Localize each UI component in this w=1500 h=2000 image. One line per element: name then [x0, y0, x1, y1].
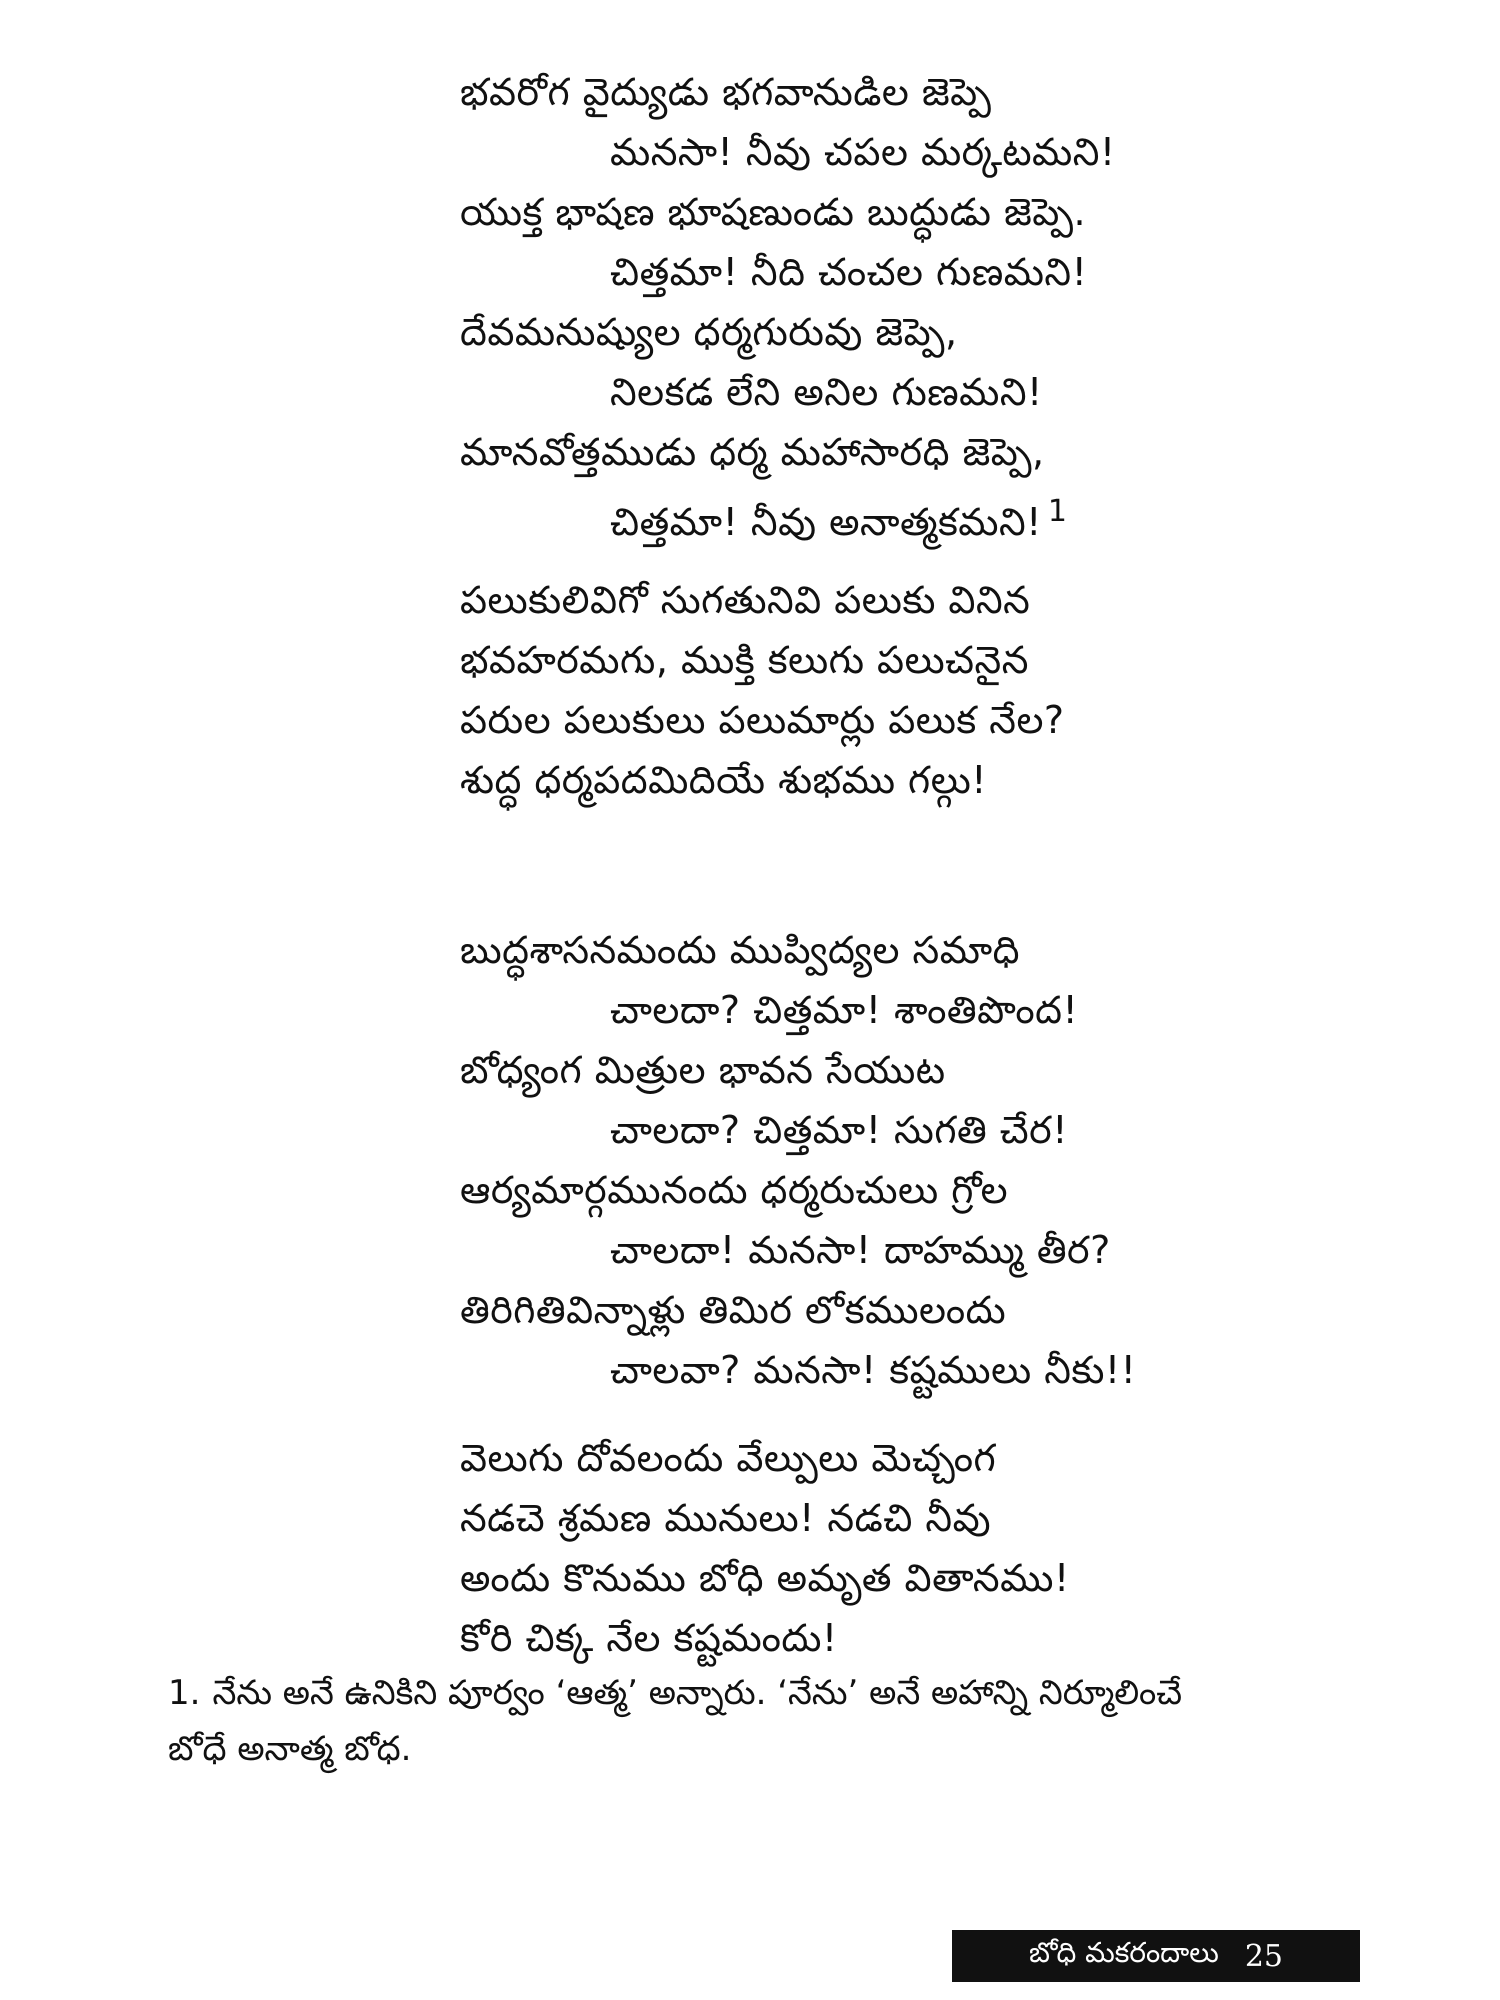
footnote-number: 1. [168, 1673, 201, 1713]
verse-line: చిత్తమా! నీది చంచల గుణమని! [610, 250, 1088, 294]
footnote-text: నేను అనే ఉనికిని పూర్వం ‘ఆత్మ’ అన్నారు. ‘నేను’ అనే అహాన్ని నిర్మూలించే [212, 1673, 1183, 1713]
verse-line: యుక్త భాషణ భూషణుండు బుద్ధుడు జెప్పె. [460, 190, 1087, 234]
poem [460, 62, 1460, 1668]
verse-line: చాలదా! మనసా! దాహమ్ము తీర? [610, 1228, 1111, 1272]
verse-line: వెలుగు దోవలందు వేల్పులు మెచ్చంగ [460, 1436, 997, 1480]
verse-line: బోధ్యంగ మిత్రుల భావన సేయుట [460, 1048, 946, 1092]
verse-line: చాలదా? చిత్తమా! శాంతిపొంద! [610, 988, 1079, 1032]
verse-line: చాలవా? మనసా! కష్టములు నీకు!! [610, 1348, 1137, 1392]
verse-line-text: చిత్తమా! నీవు అనాత్మకమని! [610, 500, 1042, 544]
verse-line: ఆర్యమార్గమునందు ధర్మరుచులు గ్రోల [460, 1168, 1009, 1212]
verse-line: మానవోత్తముడు ధర్మ మహాసారధి జెప్పె, [460, 430, 1045, 474]
footnote-marker: 1 [1047, 494, 1068, 529]
stanza-1 [460, 62, 1460, 542]
page-number: 25 [1244, 1938, 1284, 1974]
verse-line: నిలకడ లేని అనిల గుణమని! [610, 370, 1043, 414]
verse-line: పరుల పలుకులు పలుమార్లు పలుక నేల? [460, 698, 1065, 742]
verse-line: బుద్ధశాసనమందు ముప్విద్యల సమాధి [460, 928, 1020, 972]
verse-line: తిరిగితివిన్నాళ్లు తిమిర లోకములందు [460, 1288, 1007, 1332]
verse-line: పలుకులివిగో సుగతునివి పలుకు వినిన [460, 578, 1031, 622]
verse-line: శుద్ధ ధర్మపదమిదియే శుభము గల్గు! [460, 758, 988, 802]
footnote [168, 1665, 1368, 1777]
verse-line: దేవమనుష్యుల ధర్మగురువు జెప్పె, [460, 310, 958, 354]
stanza-4 [460, 1428, 1460, 1668]
page-footer [952, 1930, 1360, 1982]
verse-line: చాలదా? చిత్తమా! సుగతి చేర! [610, 1108, 1068, 1152]
verse-line: భవహరమగు, ముక్తి కలుగు పలుచనైన [460, 638, 1029, 682]
stanza-3 [460, 920, 1460, 1400]
footnote-line-1 [168, 1665, 1368, 1721]
verse-line: కోరి చిక్క నేల కష్టమందు! [460, 1616, 838, 1660]
verse-line: భవరోగ వైద్యుడు భగవానుడిల జెప్పె [460, 70, 992, 114]
book-title: బోధి మకరందాలు [1028, 1936, 1219, 1969]
verse-line: మనసా! నీవు చపల మర్కటమని! [610, 130, 1116, 174]
stanza-2 [460, 570, 1460, 810]
footnote-line-2: బోధే అనాత్మ బోధ. [168, 1729, 412, 1769]
verse-line: అందు కొనుము బోధి అమృత వితానము! [460, 1556, 1070, 1600]
verse-line [460, 482, 1460, 542]
verse-line: నడచె శ్రమణ మునులు! నడచి నీవు [460, 1496, 991, 1540]
